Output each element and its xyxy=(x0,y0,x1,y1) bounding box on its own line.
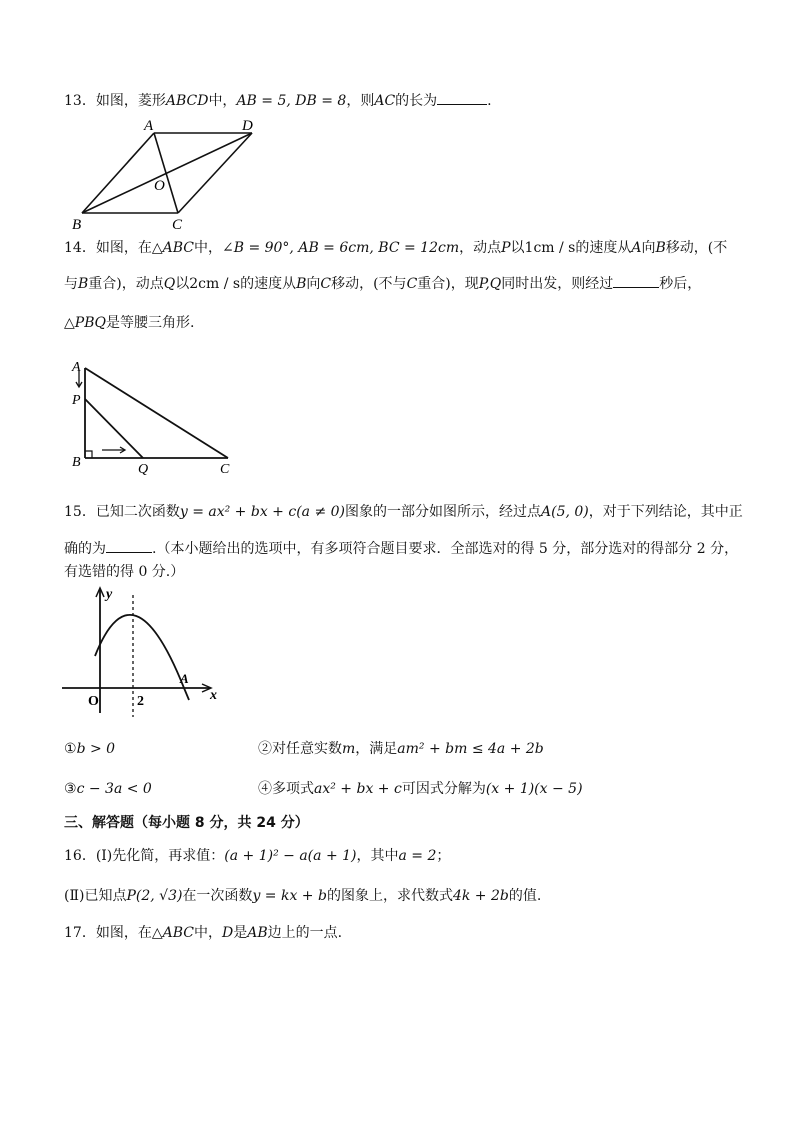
q14-label-a: A xyxy=(72,360,81,375)
q13-text: 13．如图，菱形ABCD中，AB = 5, DB = 8，则AC的长为 . xyxy=(64,90,492,111)
q15-line-2: 确的为 .（本小题给出的选项中，有多项符合题目要求．全部选对的得 5 分，部分选对的得部分 2 分， xyxy=(64,538,738,559)
section-3-title: 三、解答题（每小题 8 分，共 24 分） xyxy=(64,815,309,831)
q15-option-3: ③c − 3a < 0 xyxy=(64,781,152,797)
q15-answer-blank[interactable] xyxy=(106,538,152,553)
q15-label-x: x xyxy=(210,688,217,703)
q15-line-1: 15．已知二次函数y = ax² + bx + c(a ≠ 0)图象的一部分如图所示，经过点A(5, 0)，对于下列结论，其中正 xyxy=(64,504,743,520)
q13-answer-blank[interactable] xyxy=(437,90,487,105)
q15-label-a: A xyxy=(180,671,189,686)
q14-triangle-figure xyxy=(68,358,248,478)
q15-option-1: ①b > 0 xyxy=(64,741,116,757)
q14-answer-blank[interactable] xyxy=(613,273,659,288)
q15-label-o: O xyxy=(88,694,99,709)
q14-label-b: B xyxy=(72,455,81,470)
q16-part-1: 16．(Ⅰ)先化简，再求值：(a + 1)² − a(a + 1)，其中a = 2； xyxy=(64,848,451,864)
q15-parabola-figure xyxy=(62,585,222,720)
q13-label-o: O xyxy=(154,178,165,194)
q13-rhombus-figure xyxy=(70,115,270,235)
q14-label-p: P xyxy=(72,393,81,408)
q15-option-4: ④多项式ax² + bx + c可因式分解为(x + 1)(x − 5) xyxy=(258,781,583,797)
q17-text: 17．如图，在△ABC中，D是AB边上的一点. xyxy=(64,925,343,941)
q16-part-2: (Ⅱ)已知点P(2, √3)在一次函数y = kx + b的图象上，求代数式4k + 2b的值. xyxy=(64,888,542,904)
q13-label-a: A xyxy=(144,118,154,134)
q15-label-y: y xyxy=(106,587,113,602)
q14-line-1: 14．如图，在△ABC中，∠B = 90°, AB = 6cm, BC = 12cm，动点P以1cm / s的速度从A向B移动，(不 xyxy=(64,240,728,256)
q13-label-d: D xyxy=(242,118,253,134)
q13-label-b: B xyxy=(72,217,82,233)
q15-option-2: ②对任意实数m，满足am² + bm ≤ 4a + 2b xyxy=(258,741,544,757)
q14-label-q: Q xyxy=(138,462,149,477)
q14-line-3: △PBQ是等腰三角形. xyxy=(64,315,195,331)
q14-line-2: 与B重合)，动点Q以2cm / s的速度从B向C移动，(不与C重合)，现P,Q同时出发，则经过 秒后， xyxy=(64,273,701,294)
q15-label-2: 2 xyxy=(137,694,144,709)
q13-label-c: C xyxy=(172,217,183,233)
q15-line-3: 有选错的得 0 分.） xyxy=(64,564,185,580)
q14-label-c: C xyxy=(220,462,230,477)
